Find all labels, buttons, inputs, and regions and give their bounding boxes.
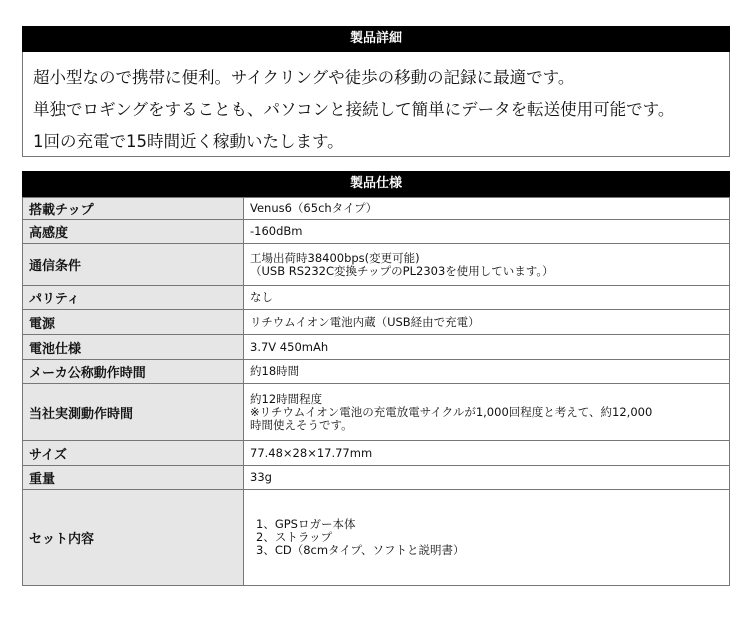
spec-key: 当社実測動作時間 — [23, 384, 244, 441]
spec-key: 通信条件 — [23, 244, 244, 286]
spec-row-rated-runtime — [23, 360, 730, 384]
spec-row-size — [23, 441, 730, 466]
spec-row-communication — [23, 244, 730, 286]
details-line: 超小型なので携帯に便利。サイクリングや徒歩の移動の記録に最適です。 — [33, 68, 575, 87]
specs-table — [22, 197, 730, 586]
product-specs-header: 製品仕様 — [22, 171, 730, 197]
spec-row-parity — [23, 286, 730, 310]
spec-key: サイズ — [23, 441, 244, 466]
spec-key: 重量 — [23, 466, 244, 490]
spec-row-power — [23, 310, 730, 335]
spec-value: 3.7V 450mAh — [244, 335, 730, 360]
spec-value: Venus6（65chタイプ） — [244, 198, 730, 220]
details-line: 1回の充電で15時間近く稼動いたします。 — [33, 132, 344, 151]
spec-value: 工場出荷時38400bps(変更可能) （USB RS232C変換チップのPL2303を使用しています。） — [244, 244, 730, 286]
spec-key: 搭載チップ — [23, 198, 244, 220]
spec-value: なし — [244, 286, 730, 310]
spec-key: 高感度 — [23, 220, 244, 244]
product-details-box — [22, 52, 730, 157]
details-line: 単独でロギングをすることも、パソコンと接続して簡単にデータを転送使用可能です。 — [33, 100, 675, 119]
product-details-header: 製品詳細 — [22, 26, 730, 52]
spec-key: パリティ — [23, 286, 244, 310]
spec-row-package-contents — [23, 490, 730, 586]
spec-key: 電源 — [23, 310, 244, 335]
spec-key: セット内容 — [23, 490, 244, 586]
spec-value: 33g — [244, 466, 730, 490]
spec-value: 約12時間程度 ※リチウムイオン電池の充電放電サイクルが1,000回程度と考えて、約12,000 時間使えそうです。 — [244, 384, 730, 441]
spec-value: リチウムイオン電池内蔵（USB経由で充電） — [244, 310, 730, 335]
spec-row-weight — [23, 466, 730, 490]
spec-value: 77.48×28×17.77mm — [244, 441, 730, 466]
spec-row-sensitivity — [23, 220, 730, 244]
spec-value: 約18時間 — [244, 360, 730, 384]
spec-key: 電池仕様 — [23, 335, 244, 360]
spec-row-chip — [23, 198, 730, 220]
spec-row-battery — [23, 335, 730, 360]
spec-value: -160dBm — [244, 220, 730, 244]
spec-value: 1、GPSロガー本体 2、ストラップ 3、CD（8cmタイプ、ソフトと説明書） — [244, 490, 730, 586]
spec-row-measured-runtime — [23, 384, 730, 441]
spec-key: メーカ公称動作時間 — [23, 360, 244, 384]
